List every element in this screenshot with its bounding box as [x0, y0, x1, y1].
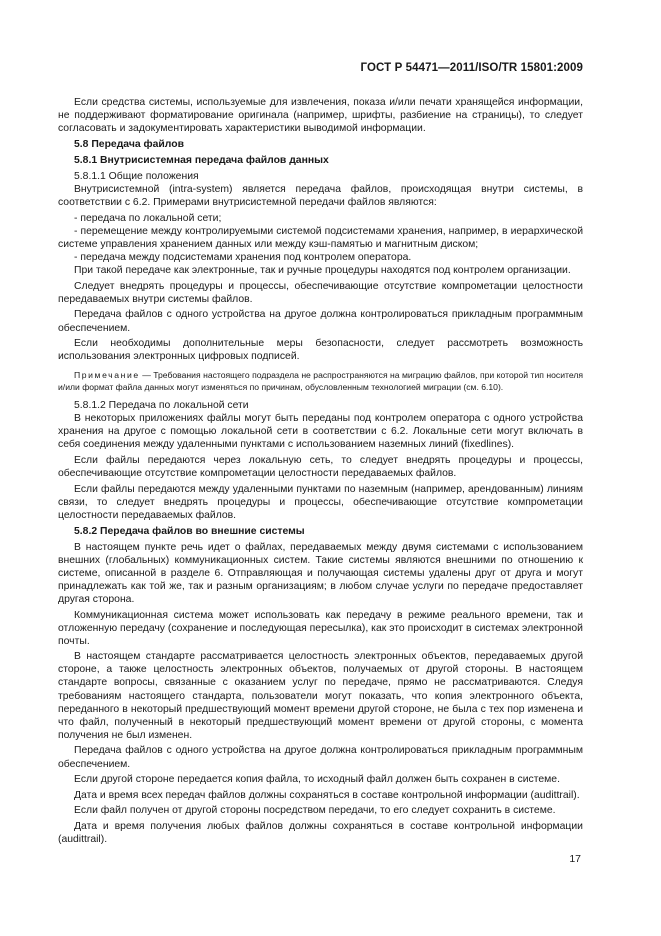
note-paragraph — [58, 370, 583, 393]
paragraph: Если средства системы, используемые для извлечения, показа и/или печати хранящейся информации, не поддерживают форматирование оригинала (например, шрифты, разбиение на страницы), то следует согласовать и задокументировать характеристики выводимой информации. — [58, 97, 583, 135]
list-item: - передача по локальной сети; — [74, 212, 222, 224]
note-text: — Требования настоящего подраздела не распространяются на миграцию файлов, при которой тип носителя и/или формат файла данных могут изменяться по причинам, обусловленным технологией миграции (см. 6.10). — [58, 370, 583, 392]
paragraph: Если файл получен от другой стороны посредством передачи, то его следует сохранить в системе. — [74, 805, 556, 817]
list-item: - передача между подсистемами хранения под контролем оператора. — [74, 252, 412, 264]
paragraph: В некоторых приложениях файлы могут быть переданы под контролем оператора с одного устройства хранения на другое с помощью локальной сети в соответствии с 6.2. Локальные сети могут включать в себя соединения между удаленными пунктами с использованием наземных линий (fixedlines). — [58, 413, 583, 451]
paragraph: Передача файлов с одного устройства на другое должна контролироваться прикладным программным обеспечением. — [58, 309, 583, 334]
section-heading: 5.8.2 Передача файлов во внешние системы — [74, 525, 305, 537]
paragraph: Если другой стороне передается копия файла, то исходный файл должен быть сохранен в системе. — [74, 774, 560, 786]
list-item: - перемещение между контролируемыми системой подсистемами хранения, например, в иерархической системе управления хранением данных или между кэш-памятью и магнитным диском; — [58, 225, 583, 250]
note-label: Примечание — [74, 370, 140, 381]
page-number: 17 — [569, 853, 581, 865]
subsection-title: 5.8.1.1 Общие положения — [74, 170, 199, 182]
document-header: ГОСТ Р 54471—2011/ISO/TR 15801:2009 — [360, 62, 583, 74]
paragraph: Если файлы передаются между удаленными пунктами по наземным (например, арендованным) линиям связи, то следует внедрять процедуры и процессы, обеспечивающие отсутствие компрометации целостности передаваемых файлов. — [58, 483, 583, 521]
section-heading: 5.8.1 Внутрисистемная передача файлов данных — [74, 155, 329, 167]
paragraph: Дата и время всех передач файлов должны сохраняться в составе контрольной информации (audittrail). — [74, 789, 580, 801]
paragraph: Если необходимы дополнительные меры безопасности, следует рассмотреть возможность использования электронных цифровых подписей. — [58, 338, 583, 363]
paragraph: Передача файлов с одного устройства на другое должна контролироваться прикладным программным обеспечением. — [58, 745, 583, 770]
document-body — [58, 96, 583, 849]
paragraph: Коммуникационная система может использовать как передачу в режиме реального времени, так и отложенную передачу (сохранение и последующая пересылка), как это происходит в системах электронной почты. — [58, 609, 583, 647]
paragraph: В настоящем стандарте рассматривается целостность электронных объектов, передаваемых другой стороне, а также целостность электронных объектов, получаемых от другой стороны. В настоящем стандарте вопросы, связанные с оказанием услуг по передаче, прямо не рассматриваются. Следуя требованиям настоящего стандарта, пользователи могут показать, что копия электронного объекта, переданного в некоторый предшествующий момент времени другой стороне, не была с тех пор изменена и что файл, полученный в некоторый предшествующий момент времени от другой стороны, с момента получения не был изменен. — [58, 651, 583, 741]
paragraph: Если файлы передаются через локальную сеть, то следует внедрять процедуры и процессы, обеспечивающие отсутствие компрометации целостности передаваемых файлов. — [58, 454, 583, 480]
paragraph: Внутрисистемной (intra-system) является передача файлов, происходящая внутри системы, в соответствии с 6.2. Примерами внутрисистемной передачи файлов являются: — [58, 184, 583, 209]
paragraph: При такой передаче как электронные, так и ручные процедуры находятся под контролем организации. — [74, 265, 571, 277]
paragraph: В настоящем пункте речь идет о файлах, передаваемых между двумя системами с использованием внешних (глобальных) коммуникационных систем. Такие системы являются внешними по отношению к системе, описанной в разделе 6. Отправляющая и получающая системы удалены друг от друга и могут принадлежать как той же, так и разным организациям; в любом случае услуги по передаче предоставляет другая сторона. — [58, 541, 583, 605]
section-heading: 5.8 Передача файлов — [74, 139, 184, 151]
paragraph: Следует внедрять процедуры и процессы, обеспечивающие отсутствие компрометации целостности передаваемых внутри системы файлов. — [58, 280, 583, 305]
subsection-title: 5.8.1.2 Передача по локальной сети — [74, 400, 249, 412]
paragraph: Дата и время получения любых файлов должны сохраняться в составе контрольной информации (audittrail). — [58, 820, 583, 845]
